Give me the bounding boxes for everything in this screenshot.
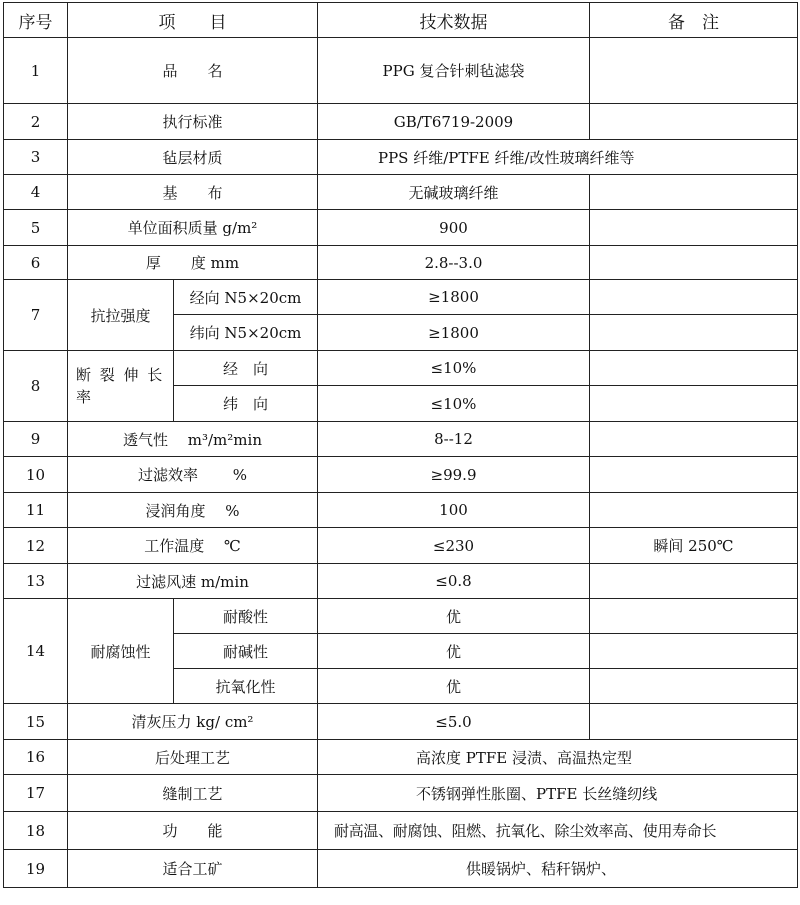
table-row — [4, 812, 798, 850]
row-group: 耐腐蚀性 — [68, 599, 174, 704]
row-number: 7 — [4, 280, 68, 351]
table-row — [4, 564, 798, 599]
row-number: 11 — [4, 493, 68, 528]
row-remark — [590, 669, 798, 704]
table-row — [4, 104, 798, 140]
row-sub-item: 耐酸性 — [174, 599, 318, 634]
row-item: 浸润角度 % — [68, 493, 318, 528]
row-remark — [590, 493, 798, 528]
row-remark — [590, 564, 798, 599]
table-row — [4, 493, 798, 528]
row-tech: ≥99.9 — [318, 457, 590, 493]
row-item: 毡层材质 — [68, 140, 318, 175]
row-tech: 供暖锅炉、秸秆锅炉、 — [318, 850, 798, 888]
row-tech: ≤10% — [318, 386, 590, 422]
row-number: 19 — [4, 850, 68, 888]
row-number: 14 — [4, 599, 68, 704]
table-row — [4, 599, 798, 634]
row-tech: ≥1800 — [318, 280, 590, 315]
table-row — [4, 140, 798, 175]
row-item: 后处理工艺 — [68, 740, 318, 775]
row-remark — [590, 386, 798, 422]
row-remark — [590, 246, 798, 280]
table-row — [4, 422, 798, 457]
table-row — [4, 246, 798, 280]
row-tech: ≥1800 — [318, 315, 590, 351]
row-sub-item: 纬向 N5×20cm — [174, 315, 318, 351]
row-remark — [590, 634, 798, 669]
row-tech: 100 — [318, 493, 590, 528]
row-tech: 不锈钢弹性胀圈、PTFE 长丝缝纫线 — [318, 775, 798, 812]
row-item: 厚 度 mm — [68, 246, 318, 280]
row-number: 9 — [4, 422, 68, 457]
row-remark — [590, 599, 798, 634]
row-item: 清灰压力 kg/ cm² — [68, 704, 318, 740]
row-remark: 瞬间 250℃ — [590, 528, 798, 564]
row-tech: PPG 复合针刺毡滤袋 — [318, 38, 590, 104]
row-remark — [590, 175, 798, 210]
row-tech: 耐高温、耐腐蚀、阻燃、抗氧化、除尘效率高、使用寿命长 — [318, 812, 798, 850]
row-item: 缝制工艺 — [68, 775, 318, 812]
row-number: 13 — [4, 564, 68, 599]
row-tech: 优 — [318, 634, 590, 669]
row-tech: 无碱玻璃纤维 — [318, 175, 590, 210]
table-row — [4, 850, 798, 888]
row-tech: 2.8--3.0 — [318, 246, 590, 280]
row-remark — [590, 351, 798, 386]
row-sub-item: 经 向 — [174, 351, 318, 386]
row-item: 工作温度 ℃ — [68, 528, 318, 564]
row-number: 6 — [4, 246, 68, 280]
header-remark: 备 注 — [590, 3, 798, 38]
row-number: 8 — [4, 351, 68, 422]
row-remark — [590, 280, 798, 315]
row-number: 10 — [4, 457, 68, 493]
row-item: 基 布 — [68, 175, 318, 210]
table-row — [4, 210, 798, 246]
table-row — [4, 775, 798, 812]
row-remark — [590, 315, 798, 351]
row-item: 适合工矿 — [68, 850, 318, 888]
row-item: 品 名 — [68, 38, 318, 104]
row-number: 15 — [4, 704, 68, 740]
header-no: 序号 — [4, 3, 68, 38]
row-number: 12 — [4, 528, 68, 564]
row-number: 5 — [4, 210, 68, 246]
header-item: 项 目 — [68, 3, 318, 38]
row-item: 功 能 — [68, 812, 318, 850]
table-row — [4, 457, 798, 493]
row-item: 过滤风速 m/min — [68, 564, 318, 599]
row-remark — [590, 210, 798, 246]
table-row — [4, 704, 798, 740]
row-number: 17 — [4, 775, 68, 812]
table-row — [4, 740, 798, 775]
header-row — [4, 3, 798, 38]
row-tech: ≤5.0 — [318, 704, 590, 740]
row-number: 18 — [4, 812, 68, 850]
table-row — [4, 528, 798, 564]
row-remark — [590, 422, 798, 457]
row-tech: 优 — [318, 669, 590, 704]
row-group: 断 裂 伸 长 率 — [68, 351, 174, 422]
row-tech: ≤0.8 — [318, 564, 590, 599]
table-row — [4, 280, 798, 315]
row-number: 1 — [4, 38, 68, 104]
row-tech: PPS 纤维/PTFE 纤维/改性玻璃纤维等 — [318, 140, 798, 175]
row-number: 4 — [4, 175, 68, 210]
spec-table — [3, 2, 798, 888]
row-number: 16 — [4, 740, 68, 775]
row-item: 过滤效率 % — [68, 457, 318, 493]
table-row — [4, 38, 798, 104]
row-remark — [590, 38, 798, 104]
row-sub-item: 耐碱性 — [174, 634, 318, 669]
row-group: 抗拉强度 — [68, 280, 174, 351]
row-tech: ≤10% — [318, 351, 590, 386]
row-tech: ≤230 — [318, 528, 590, 564]
row-tech: 900 — [318, 210, 590, 246]
row-sub-item: 经向 N5×20cm — [174, 280, 318, 315]
table-row — [4, 175, 798, 210]
row-sub-item: 抗氧化性 — [174, 669, 318, 704]
header-tech: 技术数据 — [318, 3, 590, 38]
row-sub-item: 纬 向 — [174, 386, 318, 422]
row-remark — [590, 104, 798, 140]
row-tech: 优 — [318, 599, 590, 634]
row-number: 2 — [4, 104, 68, 140]
row-tech: GB/T6719-2009 — [318, 104, 590, 140]
table-row — [4, 351, 798, 386]
row-item: 单位面积质量 g/m² — [68, 210, 318, 246]
row-number: 3 — [4, 140, 68, 175]
row-item: 执行标准 — [68, 104, 318, 140]
row-remark — [590, 457, 798, 493]
row-remark — [590, 704, 798, 740]
row-tech: 高浓度 PTFE 浸渍、高温热定型 — [318, 740, 798, 775]
row-tech: 8--12 — [318, 422, 590, 457]
row-item: 透气性 m³/m²min — [68, 422, 318, 457]
